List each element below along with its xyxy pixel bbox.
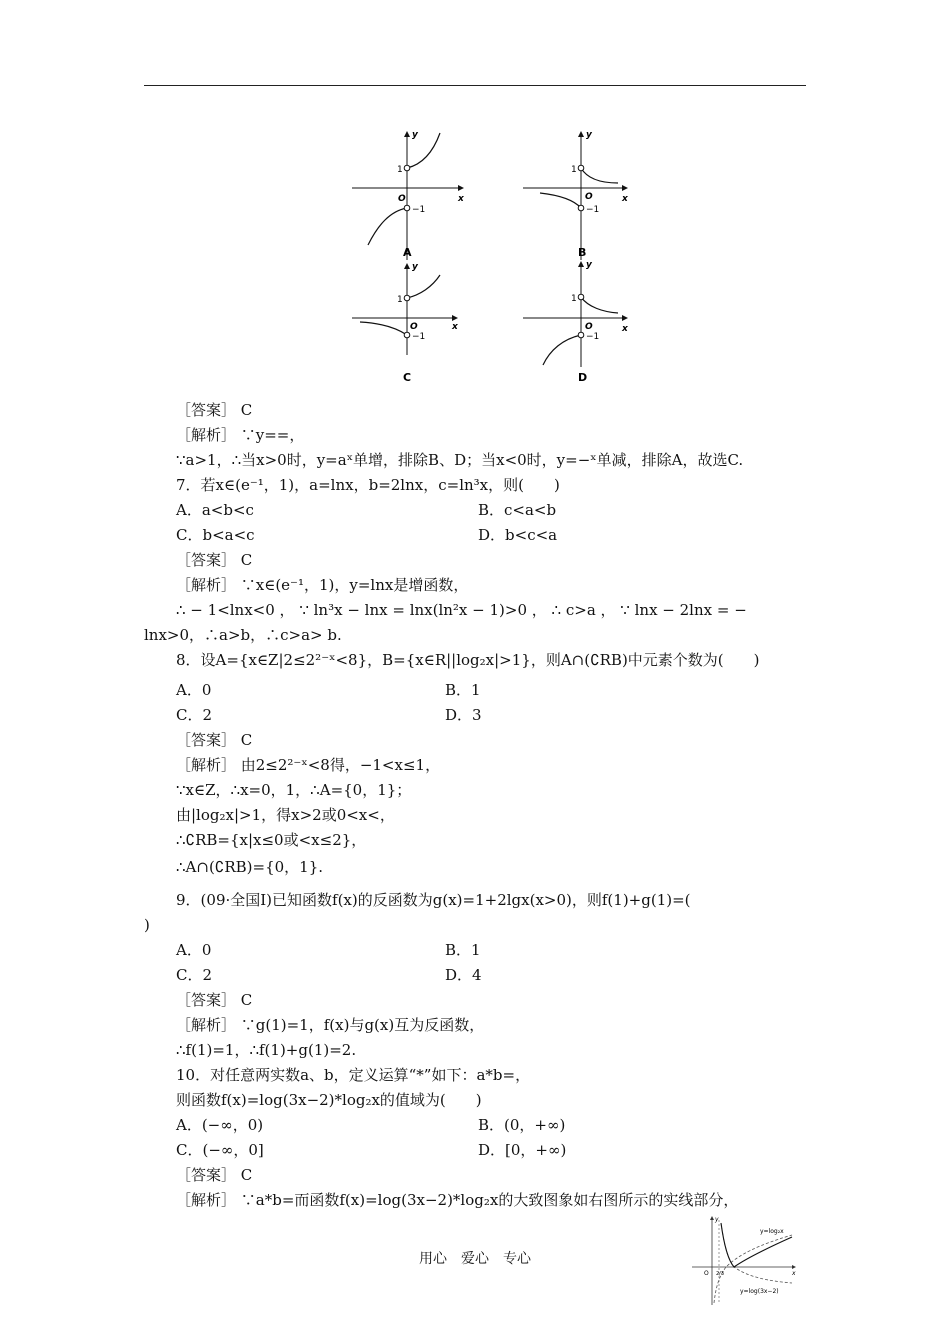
answer-6: ［答案］ C bbox=[176, 401, 253, 419]
page-footer: 用心 爱心 专心 bbox=[419, 1251, 531, 1267]
analysis-8: ［解析］ 由2≤2²⁻ˣ<8得，−1<x≤1， bbox=[176, 756, 441, 774]
graph-b-origin: O bbox=[585, 192, 593, 202]
analysis-9: ［解析］ ∵g(1)=1，f(x)与g(x)互为反函数， bbox=[176, 1016, 485, 1034]
graph-c-x-label: x bbox=[452, 322, 458, 332]
graph-d-x-label: x bbox=[622, 324, 628, 334]
graph-a-tick-neg: −1 bbox=[412, 205, 426, 215]
graph-a-x-label: x bbox=[458, 194, 464, 204]
graph-d-tick-pos: 1 bbox=[571, 294, 577, 304]
answer-10: ［答案］ C bbox=[176, 1166, 253, 1184]
analysis-8-line3: 由|log₂x|>1，得x>2或0<x<， bbox=[176, 806, 395, 824]
graph-a-label: A bbox=[403, 246, 412, 259]
q10-option-a: A．(−∞，0) bbox=[176, 1116, 264, 1134]
graph-a bbox=[352, 130, 465, 260]
graph-c-label: C bbox=[403, 371, 412, 384]
graph-d-y-label: y bbox=[586, 260, 592, 270]
q10-option-d: D．[0，+∞) bbox=[478, 1141, 567, 1159]
q9-option-b: B．1 bbox=[445, 941, 481, 959]
analysis-8-line4: ∴∁RB={x|x≤0或<x≤2}， bbox=[176, 831, 367, 849]
log-graph-origin: O bbox=[704, 1270, 709, 1277]
log-graph-tick: 2/3 bbox=[716, 1271, 725, 1277]
graph-a-tick-pos: 1 bbox=[397, 165, 403, 175]
graph-c-tick-neg: −1 bbox=[412, 332, 426, 342]
question-10-line2: 则函数f(x)=log(3x−2)*log₂x的值域为( ) bbox=[176, 1091, 482, 1109]
analysis-7-line3: lnx>0，∴a>b，∴c>a> b. bbox=[144, 626, 342, 644]
analysis-8-line2: ∵x∈Z，∴x=0，1，∴A={0，1}； bbox=[176, 781, 412, 799]
graph-b-y-label: y bbox=[586, 130, 592, 140]
answer-7: ［答案］ C bbox=[176, 551, 253, 569]
q8-option-c: C．2 bbox=[176, 706, 213, 724]
graph-c-y-label: y bbox=[412, 262, 418, 272]
question-8: 8．设A={x∈Z|2≤2²⁻ˣ<8}，B={x∈R||log₂x|>1}，则A∩(∁RB)中元素个数为( ) bbox=[176, 651, 760, 669]
graph-d-tick-neg: −1 bbox=[586, 332, 600, 342]
answer-9: ［答案］ C bbox=[176, 991, 253, 1009]
question-9: 9．(09·全国Ⅰ)已知函数f(x)的反函数为g(x)=1+2lgx(x>0)，则f(1)+g(1)=( bbox=[176, 891, 691, 909]
analysis-10: ［解析］ ∵a*b=而函数f(x)=log(3x−2)*log₂x的大致图象如右图所示的实线部分， bbox=[176, 1191, 739, 1209]
q9-option-c: C．2 bbox=[176, 966, 213, 984]
answer-8: ［答案］ C bbox=[176, 731, 253, 749]
graph-d-label: D bbox=[578, 371, 588, 384]
graph-b-label: B bbox=[578, 246, 587, 259]
question-9-cont: ) bbox=[144, 916, 150, 934]
option-graphs bbox=[340, 125, 650, 390]
q7-option-a: A．a<b<c bbox=[176, 501, 254, 519]
q8-option-a: A．0 bbox=[176, 681, 212, 699]
graph-b bbox=[523, 130, 629, 260]
log-graph-top-label: y=log₂x bbox=[760, 1228, 784, 1235]
analysis-9-line2: ∴f(1)=1，∴f(1)+g(1)=2. bbox=[176, 1041, 357, 1059]
graph-b-x-label: x bbox=[622, 194, 628, 204]
q10-option-c: C．(−∞，0] bbox=[176, 1141, 264, 1159]
q10-option-b: B．(0，+∞) bbox=[478, 1116, 566, 1134]
graph-c bbox=[352, 262, 459, 384]
log-graph-y-label: y bbox=[715, 1216, 719, 1223]
q8-option-b: B．1 bbox=[445, 681, 481, 699]
analysis-6: ［解析］ ∵y==， bbox=[176, 426, 305, 444]
question-7: 7．若x∈(e⁻¹，1)，a=lnx，b=2lnx，c=ln³x，则( ) bbox=[176, 476, 560, 494]
graph-c-origin: O bbox=[410, 322, 418, 332]
q9-option-a: A．0 bbox=[176, 941, 212, 959]
q7-option-c: C．b<a<c bbox=[176, 526, 255, 544]
log-graph-x-label: x bbox=[792, 1270, 796, 1277]
header-rule bbox=[144, 85, 806, 86]
analysis-6-line2: ∵a>1，∴当x>0时，y=aˣ单增，排除B、D；当x<0时，y=−ˣ单减，排除A，故选C. bbox=[176, 451, 744, 469]
question-10: 10．对任意两实数a、b，定义运算“*”如下：a*b=， bbox=[176, 1066, 531, 1084]
analysis-7-line2: ∴ − 1<lnx<0 ， ∵ ln³x − lnx = lnx(ln²x − 1)>0 ， ∴ c>a ， ∵ lnx − 2lnx = − bbox=[176, 601, 747, 619]
analysis-8-line5: ∴A∩(∁RB)={0，1}. bbox=[176, 858, 324, 876]
q9-option-d: D．4 bbox=[445, 966, 482, 984]
log-graph-bottom-label: y=log(3x−2) bbox=[740, 1288, 779, 1295]
graph-a-y-label: y bbox=[412, 130, 418, 140]
graph-a-origin: O bbox=[398, 194, 406, 204]
q7-option-d: D．b<c<a bbox=[478, 526, 558, 544]
q7-option-b: B．c<a<b bbox=[478, 501, 557, 519]
analysis-7: ［解析］ ∵x∈(e⁻¹，1)，y=lnx是增函数， bbox=[176, 576, 469, 594]
q8-option-d: D．3 bbox=[445, 706, 482, 724]
graph-b-tick-neg: −1 bbox=[586, 205, 600, 215]
graph-b-tick-pos: 1 bbox=[571, 165, 577, 175]
graph-c-tick-pos: 1 bbox=[397, 295, 403, 305]
graph-d bbox=[523, 260, 629, 384]
graph-d-origin: O bbox=[585, 322, 593, 332]
